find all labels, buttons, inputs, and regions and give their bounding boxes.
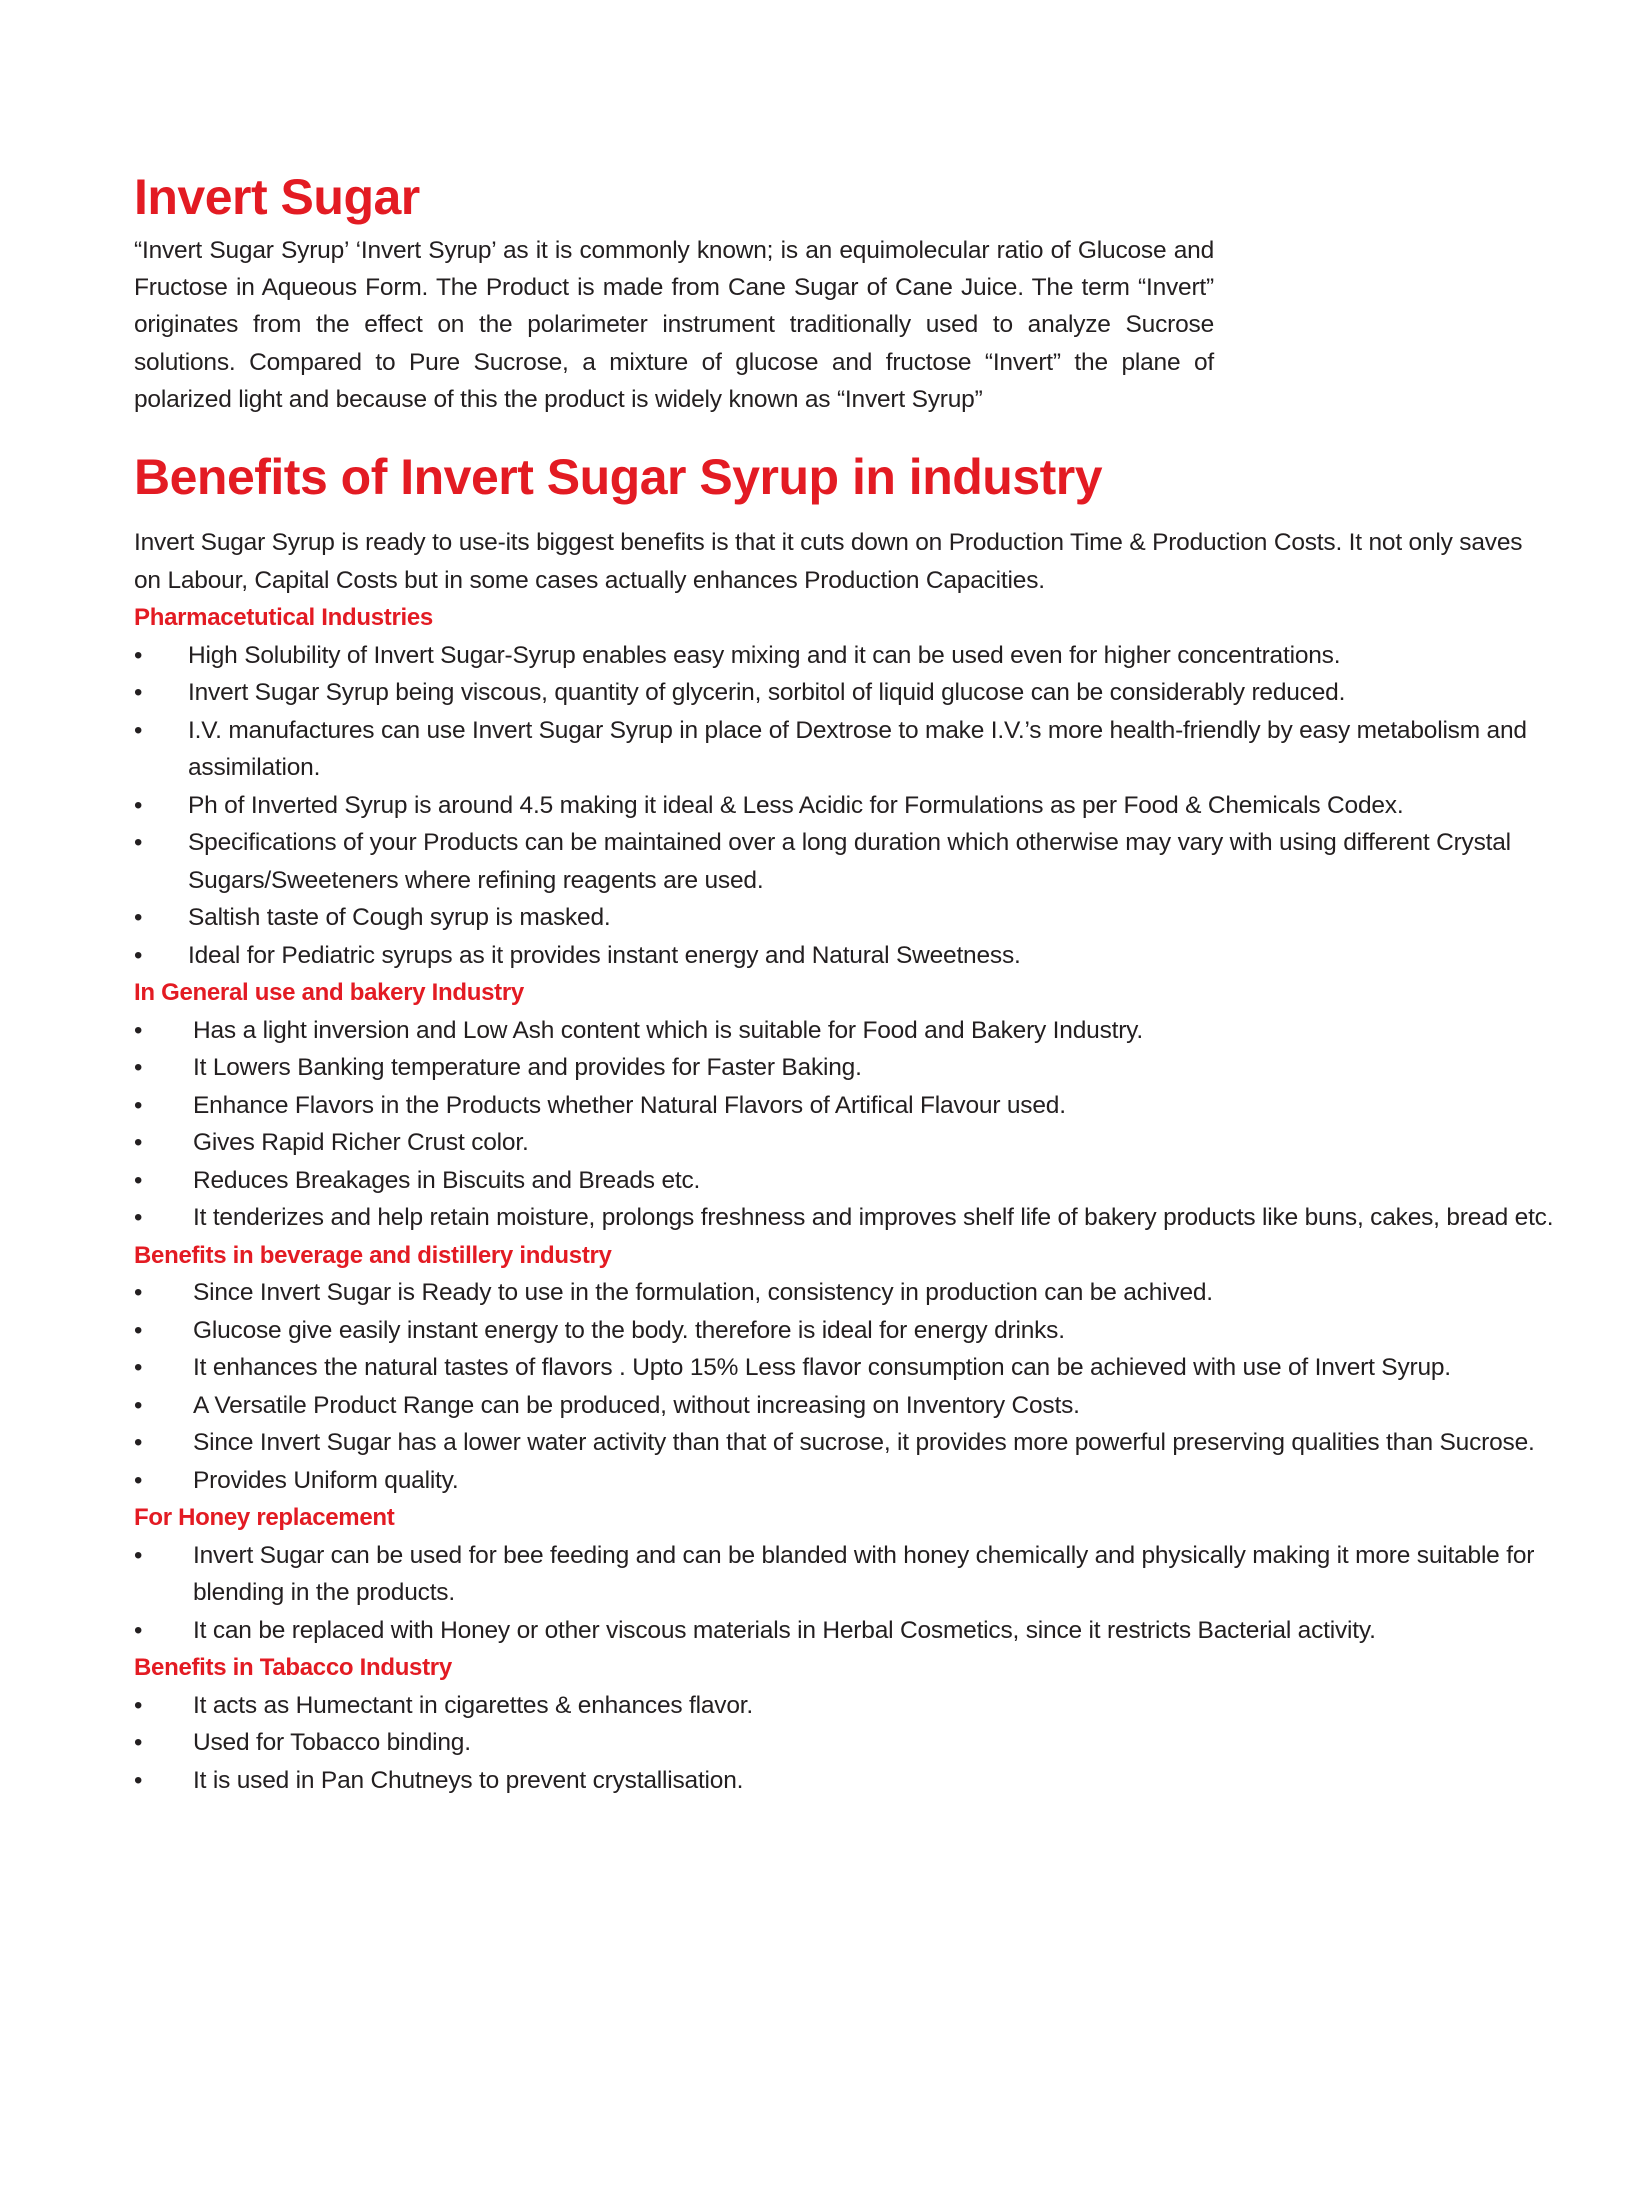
bullet-icon: • xyxy=(134,1354,143,1382)
list-item xyxy=(134,1199,1554,1237)
page-title: Invert Sugar xyxy=(134,169,420,225)
section-pharmaceutical xyxy=(134,599,1554,974)
list-item-text: A Versatile Product Range can be produced, without increasing on Inventory Costs. xyxy=(193,1391,1080,1419)
section-heading: Pharmacetutical Industries xyxy=(134,604,433,632)
bullet-icon: • xyxy=(134,1166,143,1194)
section-beverage xyxy=(134,1237,1554,1500)
bullet-icon: • xyxy=(134,1729,143,1757)
list-item xyxy=(134,787,1554,825)
list-item-text: Specifications of your Products can be maintained over a long duration which otherwise may vary with using different Crystal Sugars/Sweeteners where refining reagents are used. xyxy=(188,829,1511,894)
list-item-text: Glucose give easily instant energy to the body. therefore is ideal for energy drinks. xyxy=(193,1316,1065,1344)
bullet-icon: • xyxy=(134,679,143,707)
section-heading: In General use and bakery Industry xyxy=(134,979,524,1007)
section-heading: Benefits in beverage and distillery industry xyxy=(134,1241,612,1269)
list-item xyxy=(134,712,1554,787)
list-item-text: Saltish taste of Cough syrup is masked. xyxy=(188,904,611,932)
list-item xyxy=(134,1124,1554,1162)
list-item xyxy=(134,1387,1554,1425)
list-item-text: Ideal for Pediatric syrups as it provides instant energy and Natural Sweetness. xyxy=(188,941,1021,969)
benefits-lead-paragraph: Invert Sugar Syrup is ready to use-its biggest benefits is that it cuts down on Production Time & Production Costs. It not only saves on Labour, Capital Costs but in some cases actually enhances Production Capacities. xyxy=(134,529,1523,594)
list-item xyxy=(134,1612,1554,1650)
bullet-list xyxy=(134,1274,1554,1499)
bullet-icon: • xyxy=(134,1541,143,1569)
intro-paragraph: “Invert Sugar Syrup’ ‘Invert Syrup’ as it is commonly known; is an equimolecular ratio of Glucose and Fructose in Aqueous Form. The Product is made from Cane Sugar of Cane Juice. The term “Invert” originates from the effect on the polarimeter instrument traditionally used to analyze Sucrose solutions. Compared to Pure Sucrose, a mixture of glucose and fructose “Invert” the plane of polarized light and because of this the product is widely known as “Invert Syrup” xyxy=(134,237,1214,413)
list-item-text: Gives Rapid Richer Crust color. xyxy=(193,1129,529,1157)
bullet-icon: • xyxy=(134,1616,143,1644)
bullet-icon: • xyxy=(134,1391,143,1419)
document-page xyxy=(134,160,1554,1799)
section-tobacco xyxy=(134,1649,1554,1799)
bullet-icon: • xyxy=(134,1316,143,1344)
list-item-text: Since Invert Sugar has a lower water activity than that of sucrose, it provides more powerful preserving qualities than Sucrose. xyxy=(193,1429,1535,1457)
bullet-list xyxy=(134,1012,1554,1237)
list-item xyxy=(134,824,1554,899)
bullet-list xyxy=(134,1687,1554,1800)
benefits-title: Benefits of Invert Sugar Syrup in industry xyxy=(134,449,1103,506)
bullet-list xyxy=(134,1537,1554,1650)
list-item-text: Invert Sugar Syrup being viscous, quantity of glycerin, sorbitol of liquid glucose can be considerably reduced. xyxy=(188,679,1346,707)
list-item-text: I.V. manufactures can use Invert Sugar Syrup in place of Dextrose to make I.V.’s more health-friendly by easy metabolism and assimilation. xyxy=(188,716,1527,782)
bullet-icon: • xyxy=(134,1691,143,1719)
section-bakery xyxy=(134,974,1554,1237)
section-heading: For Honey replacement xyxy=(134,1504,395,1532)
bullet-icon: • xyxy=(134,1091,143,1119)
list-item xyxy=(134,937,1554,975)
list-item-text: High Solubility of Invert Sugar-Syrup enables easy mixing and it can be used even for higher concentrations. xyxy=(188,641,1341,669)
list-item-text: It acts as Humectant in cigarettes & enhances flavor. xyxy=(193,1691,753,1719)
list-item xyxy=(134,1049,1554,1087)
bullet-icon: • xyxy=(134,1204,143,1232)
list-item xyxy=(134,1724,1554,1762)
bullet-icon: • xyxy=(134,1279,143,1307)
bullet-icon: • xyxy=(134,1054,143,1082)
list-item-text: Enhance Flavors in the Products whether Natural Flavors of Artifical Flavour used. xyxy=(193,1091,1066,1119)
list-item-text: Ph of Inverted Syrup is around 4.5 making it ideal & Less Acidic for Formulations as per Food & Chemicals Codex. xyxy=(188,791,1404,819)
list-item-text: Since Invert Sugar is Ready to use in the formulation, consistency in production can be achived. xyxy=(193,1279,1213,1307)
list-item xyxy=(134,1312,1554,1350)
list-item xyxy=(134,1012,1554,1050)
list-item-text: Invert Sugar can be used for bee feeding and can be blanded with honey chemically and physically making it more suitable for blending in the products. xyxy=(193,1541,1535,1607)
list-item xyxy=(134,1349,1554,1387)
bullet-icon: • xyxy=(134,791,143,819)
list-item xyxy=(134,674,1554,712)
list-item xyxy=(134,1537,1554,1612)
bullet-icon: • xyxy=(134,904,143,932)
list-item-text: It tenderizes and help retain moisture, prolongs freshness and improves shelf life of bakery products like buns, cakes, bread etc. xyxy=(193,1204,1554,1232)
bullet-icon: • xyxy=(134,716,143,744)
bullet-icon: • xyxy=(134,1466,143,1494)
bullet-icon: • xyxy=(134,941,143,969)
bullet-list xyxy=(134,637,1554,975)
bullet-icon: • xyxy=(134,1766,143,1794)
section-heading: Benefits in Tabacco Industry xyxy=(134,1654,452,1682)
list-item xyxy=(134,1687,1554,1725)
list-item-text: It enhances the natural tastes of flavors . Upto 15% Less flavor consumption can be achieved with use of Invert Syrup. xyxy=(193,1354,1451,1382)
bullet-icon: • xyxy=(134,1429,143,1457)
list-item xyxy=(134,899,1554,937)
list-item-text: It can be replaced with Honey or other viscous materials in Herbal Cosmetics, since it restricts Bacterial activity. xyxy=(193,1616,1376,1644)
list-item-text: Provides Uniform quality. xyxy=(193,1466,459,1494)
list-item-text: Used for Tobacco binding. xyxy=(193,1729,471,1757)
section-honey-replacement xyxy=(134,1499,1554,1649)
list-item xyxy=(134,1762,1554,1800)
list-item-text: It Lowers Banking temperature and provides for Faster Baking. xyxy=(193,1054,862,1082)
list-item-text: It is used in Pan Chutneys to prevent crystallisation. xyxy=(193,1766,744,1794)
list-item xyxy=(134,1087,1554,1125)
list-item-text: Reduces Breakages in Biscuits and Breads etc. xyxy=(193,1166,701,1194)
bullet-icon: • xyxy=(134,1016,143,1044)
list-item xyxy=(134,1462,1554,1500)
bullet-icon: • xyxy=(134,641,143,669)
bullet-icon: • xyxy=(134,1129,143,1157)
list-item xyxy=(134,1162,1554,1200)
list-item xyxy=(134,1274,1554,1312)
bullet-icon: • xyxy=(134,829,143,857)
list-item xyxy=(134,637,1554,675)
list-item-text: Has a light inversion and Low Ash content which is suitable for Food and Bakery Industry. xyxy=(193,1016,1144,1044)
list-item xyxy=(134,1424,1554,1462)
